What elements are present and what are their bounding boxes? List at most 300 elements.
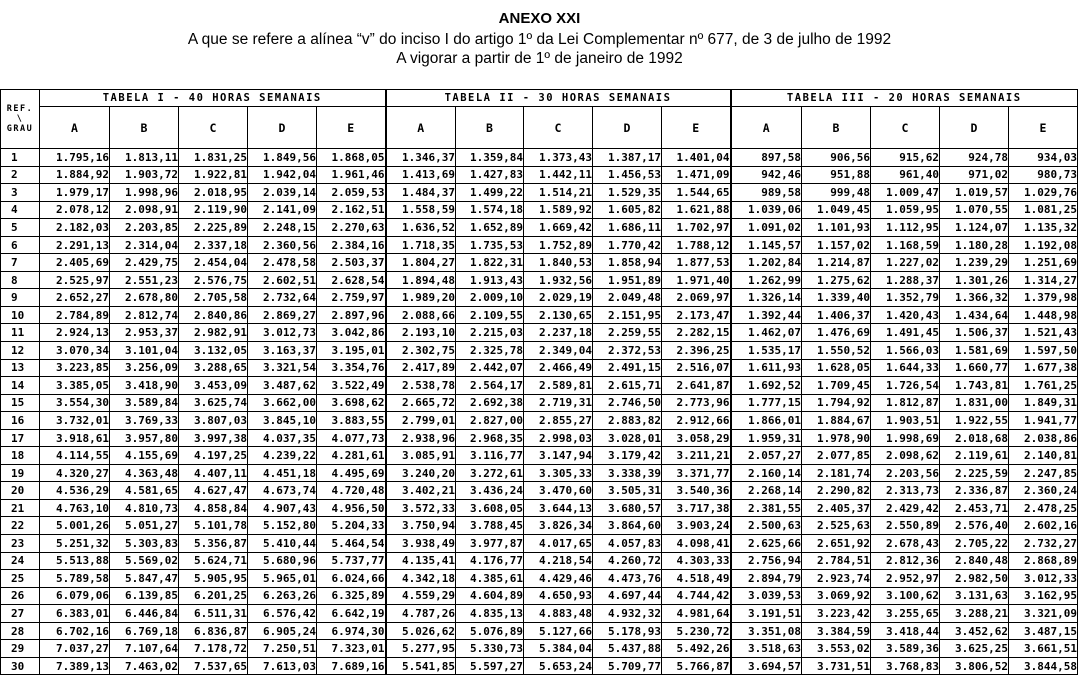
- value-cell: 2.912,66: [662, 412, 731, 430]
- value-cell: 1.628,05: [802, 359, 871, 377]
- value-cell: 2.840,48: [940, 552, 1009, 570]
- grau-cell: 6: [1, 236, 40, 254]
- value-cell: 3.116,77: [456, 447, 524, 465]
- value-cell: 3.385,05: [40, 377, 110, 395]
- value-cell: 2.173,47: [662, 306, 731, 324]
- value-cell: 2.384,16: [317, 236, 386, 254]
- value-cell: 5.001,26: [40, 517, 110, 535]
- value-cell: 2.291,13: [40, 236, 110, 254]
- value-cell: 1.550,52: [802, 342, 871, 360]
- column-header-1-a: A: [40, 107, 110, 149]
- value-cell: 2.270,63: [317, 219, 386, 237]
- value-cell: 2.429,75: [110, 254, 179, 272]
- value-cell: 2.140,81: [1009, 447, 1078, 465]
- grau-cell: 1: [1, 149, 40, 167]
- value-cell: 1.420,43: [871, 306, 940, 324]
- value-cell: 2.952,97: [871, 570, 940, 588]
- value-cell: 2.732,27: [1009, 535, 1078, 553]
- value-cell: 4.763,10: [40, 499, 110, 517]
- value-cell: 2.538,78: [386, 377, 456, 395]
- value-cell: 1.752,89: [524, 236, 593, 254]
- value-cell: 1.922,81: [179, 166, 248, 184]
- table-row: [1, 412, 1078, 430]
- value-cell: 2.923,74: [802, 570, 871, 588]
- value-cell: 1.605,82: [593, 201, 662, 219]
- value-cell: 2.628,54: [317, 271, 386, 289]
- table-row: [1, 605, 1078, 623]
- value-cell: 3.042,86: [317, 324, 386, 342]
- value-cell: 2.057,27: [731, 447, 802, 465]
- value-cell: 5.597,27: [456, 657, 524, 675]
- value-cell: 6.201,25: [179, 587, 248, 605]
- value-cell: 2.855,27: [524, 412, 593, 430]
- grau-cell: 12: [1, 342, 40, 360]
- value-cell: 2.968,35: [456, 429, 524, 447]
- value-cell: 1.326,14: [731, 289, 802, 307]
- column-header-2-b: B: [456, 107, 524, 149]
- grau-cell: 20: [1, 482, 40, 500]
- value-cell: 1.456,53: [593, 166, 662, 184]
- value-cell: 1.471,09: [662, 166, 731, 184]
- value-cell: 2.678,43: [871, 535, 940, 553]
- value-cell: 1.979,17: [40, 184, 110, 202]
- value-cell: 4.098,41: [662, 535, 731, 553]
- value-cell: 1.660,77: [940, 359, 1009, 377]
- value-cell: 1.903,51: [871, 412, 940, 430]
- grau-cell: 30: [1, 657, 40, 675]
- value-cell: 1.180,28: [940, 236, 1009, 254]
- value-cell: 1.868,05: [317, 149, 386, 167]
- ref-grau-label-line: REF.: [6, 104, 34, 114]
- value-cell: 1.521,43: [1009, 324, 1078, 342]
- value-cell: 2.109,55: [456, 306, 524, 324]
- value-cell: 1.275,62: [802, 271, 871, 289]
- value-cell: 2.119,90: [179, 201, 248, 219]
- table-row: [1, 219, 1078, 237]
- value-cell: 942,46: [731, 166, 802, 184]
- value-cell: 2.313,73: [871, 482, 940, 500]
- value-cell: 1.692,52: [731, 377, 802, 395]
- value-cell: 4.883,48: [524, 605, 593, 623]
- value-cell: 3.418,90: [110, 377, 179, 395]
- value-cell: 1.849,31: [1009, 394, 1078, 412]
- value-cell: 2.784,51: [802, 552, 871, 570]
- value-cell: 2.442,07: [456, 359, 524, 377]
- value-cell: 3.625,25: [940, 640, 1009, 658]
- value-cell: 4.473,76: [593, 570, 662, 588]
- value-cell: 4.744,42: [662, 587, 731, 605]
- value-cell: 4.239,22: [248, 447, 317, 465]
- grau-cell: 3: [1, 184, 40, 202]
- value-cell: 2.678,80: [110, 289, 179, 307]
- value-cell: 3.223,85: [40, 359, 110, 377]
- value-cell: 1.735,53: [456, 236, 524, 254]
- value-cell: 7.323,01: [317, 640, 386, 658]
- value-cell: 3.844,58: [1009, 657, 1078, 675]
- grau-cell: 22: [1, 517, 40, 535]
- table-row: [1, 377, 1078, 395]
- value-cell: 1.135,32: [1009, 219, 1078, 237]
- value-cell: 1.346,37: [386, 149, 456, 167]
- table-row: [1, 236, 1078, 254]
- value-cell: 1.849,56: [248, 149, 317, 167]
- value-cell: 4.057,83: [593, 535, 662, 553]
- value-cell: 3.162,95: [1009, 587, 1078, 605]
- value-cell: 3.012,33: [1009, 570, 1078, 588]
- value-cell: 3.101,04: [110, 342, 179, 360]
- ref-grau-label-line: GRAU: [6, 124, 34, 134]
- value-cell: 1.506,37: [940, 324, 1009, 342]
- group-header-tabela-iii: TABELA III - 20 HORAS SEMANAIS: [731, 90, 1078, 107]
- value-cell: 4.858,84: [179, 499, 248, 517]
- value-cell: 2.615,71: [593, 377, 662, 395]
- value-cell: 2.652,27: [40, 289, 110, 307]
- grau-cell: 14: [1, 377, 40, 395]
- value-cell: 2.417,89: [386, 359, 456, 377]
- value-cell: 1.788,12: [662, 236, 731, 254]
- column-header-2-d: D: [593, 107, 662, 149]
- table-body: [1, 149, 1078, 675]
- value-cell: 3.256,09: [110, 359, 179, 377]
- value-cell: 2.812,36: [871, 552, 940, 570]
- grau-cell: 21: [1, 499, 40, 517]
- value-cell: 2.651,92: [802, 535, 871, 553]
- value-cell: 5.230,72: [662, 622, 731, 640]
- value-cell: 3.211,21: [662, 447, 731, 465]
- value-cell: 5.737,77: [317, 552, 386, 570]
- value-cell: 2.998,03: [524, 429, 593, 447]
- value-cell: 3.085,91: [386, 447, 456, 465]
- value-cell: 6.702,16: [40, 622, 110, 640]
- value-cell: 2.576,75: [179, 271, 248, 289]
- value-cell: 924,78: [940, 149, 1009, 167]
- value-cell: 7.389,13: [40, 657, 110, 675]
- group-header-tabela-i: TABELA I - 40 HORAS SEMANAIS: [40, 90, 386, 107]
- value-cell: 1.029,76: [1009, 184, 1078, 202]
- group-header-tabela-ii: TABELA II - 30 HORAS SEMANAIS: [386, 90, 731, 107]
- value-cell: 1.877,53: [662, 254, 731, 272]
- value-cell: 915,62: [871, 149, 940, 167]
- value-cell: 934,03: [1009, 149, 1078, 167]
- value-cell: 6.769,18: [110, 622, 179, 640]
- value-cell: 1.959,31: [731, 429, 802, 447]
- value-cell: 1.352,79: [871, 289, 940, 307]
- column-header-1-c: C: [179, 107, 248, 149]
- value-cell: 2.018,95: [179, 184, 248, 202]
- value-cell: 3.540,36: [662, 482, 731, 500]
- value-cell: 2.247,85: [1009, 464, 1078, 482]
- value-cell: 2.705,22: [940, 535, 1009, 553]
- value-cell: 7.537,65: [179, 657, 248, 675]
- value-cell: 3.131,63: [940, 587, 1009, 605]
- value-cell: 3.505,31: [593, 482, 662, 500]
- value-cell: 2.454,04: [179, 254, 248, 272]
- column-header-1-d: D: [248, 107, 317, 149]
- value-cell: 2.869,27: [248, 306, 317, 324]
- effective-date-line: A vigorar a partir de 1º de janeiro de 1992: [396, 50, 683, 67]
- value-cell: 4.017,65: [524, 535, 593, 553]
- value-cell: 1.611,93: [731, 359, 802, 377]
- value-cell: 1.743,81: [940, 377, 1009, 395]
- value-cell: 2.160,14: [731, 464, 802, 482]
- value-cell: 1.812,87: [871, 394, 940, 412]
- value-cell: 3.680,57: [593, 499, 662, 517]
- value-cell: 1.558,59: [386, 201, 456, 219]
- value-cell: 4.932,32: [593, 605, 662, 623]
- value-cell: 1.903,72: [110, 166, 179, 184]
- value-cell: 1.574,18: [456, 201, 524, 219]
- value-cell: 2.069,97: [662, 289, 731, 307]
- value-cell: 1.644,33: [871, 359, 940, 377]
- value-cell: 1.366,32: [940, 289, 1009, 307]
- value-cell: 961,40: [871, 166, 940, 184]
- table-row: [1, 535, 1078, 553]
- grau-cell: 4: [1, 201, 40, 219]
- grau-cell: 10: [1, 306, 40, 324]
- value-cell: 3.731,51: [802, 657, 871, 675]
- value-cell: 5.541,85: [386, 657, 456, 675]
- value-cell: 1.884,92: [40, 166, 110, 184]
- value-cell: 3.321,09: [1009, 605, 1078, 623]
- table-group-header-row: [1, 90, 1078, 107]
- value-cell: 3.694,57: [731, 657, 802, 675]
- value-cell: 5.653,24: [524, 657, 593, 675]
- value-cell: 5.965,01: [248, 570, 317, 588]
- column-header-3-e: E: [1009, 107, 1078, 149]
- value-cell: 1.434,64: [940, 306, 1009, 324]
- value-cell: 3.453,09: [179, 377, 248, 395]
- value-cell: 2.396,25: [662, 342, 731, 360]
- grau-cell: 19: [1, 464, 40, 482]
- value-cell: 6.576,42: [248, 605, 317, 623]
- value-cell: 2.982,50: [940, 570, 1009, 588]
- value-cell: 951,88: [802, 166, 871, 184]
- value-cell: 3.338,39: [593, 464, 662, 482]
- value-cell: 2.500,63: [731, 517, 802, 535]
- value-cell: 5.569,02: [110, 552, 179, 570]
- value-cell: 2.665,72: [386, 394, 456, 412]
- table-row: [1, 394, 1078, 412]
- grau-cell: 24: [1, 552, 40, 570]
- value-cell: 2.049,48: [593, 289, 662, 307]
- grau-cell: 18: [1, 447, 40, 465]
- page-title: ANEXO XXI: [498, 10, 581, 27]
- value-cell: 4.981,64: [662, 605, 731, 623]
- value-cell: 2.405,37: [802, 499, 871, 517]
- value-cell: 2.840,86: [179, 306, 248, 324]
- value-cell: 3.487,15: [1009, 622, 1078, 640]
- value-cell: 2.453,71: [940, 499, 1009, 517]
- column-header-3-b: B: [802, 107, 871, 149]
- value-cell: 4.627,47: [179, 482, 248, 500]
- value-cell: 2.203,56: [871, 464, 940, 482]
- value-cell: 3.717,38: [662, 499, 731, 517]
- value-cell: 1.484,37: [386, 184, 456, 202]
- value-cell: 3.069,92: [802, 587, 871, 605]
- value-cell: 5.026,62: [386, 622, 456, 640]
- value-cell: 3.826,34: [524, 517, 593, 535]
- value-cell: 2.602,51: [248, 271, 317, 289]
- value-cell: 1.913,43: [456, 271, 524, 289]
- value-cell: 2.098,62: [871, 447, 940, 465]
- value-cell: 5.513,88: [40, 552, 110, 570]
- value-cell: 1.373,43: [524, 149, 593, 167]
- value-cell: 5.709,77: [593, 657, 662, 675]
- value-cell: 1.157,02: [802, 236, 871, 254]
- value-cell: 1.009,47: [871, 184, 940, 202]
- value-cell: 4.077,73: [317, 429, 386, 447]
- value-cell: 4.907,43: [248, 499, 317, 517]
- page-subtitle: A que se refere a alínea “v” do inciso I do artigo 1º da Lei Complementar nº 677, de 3 de julho de 1992: [187, 31, 892, 48]
- value-cell: 1.514,21: [524, 184, 593, 202]
- value-cell: 2.746,50: [593, 394, 662, 412]
- value-cell: 1.070,55: [940, 201, 1009, 219]
- value-cell: 1.951,89: [593, 271, 662, 289]
- value-cell: 3.589,36: [871, 640, 940, 658]
- value-cell: 3.223,42: [802, 605, 871, 623]
- value-cell: 5.624,71: [179, 552, 248, 570]
- value-cell: 2.182,03: [40, 219, 110, 237]
- value-cell: 2.248,15: [248, 219, 317, 237]
- value-cell: 2.225,59: [940, 464, 1009, 482]
- value-cell: 2.692,38: [456, 394, 524, 412]
- value-cell: 1.597,50: [1009, 342, 1078, 360]
- value-cell: 2.589,81: [524, 377, 593, 395]
- value-cell: 1.813,11: [110, 149, 179, 167]
- value-cell: 2.602,16: [1009, 517, 1078, 535]
- value-cell: 1.978,90: [802, 429, 871, 447]
- value-cell: 3.100,62: [871, 587, 940, 605]
- value-cell: 3.644,13: [524, 499, 593, 517]
- value-cell: 1.124,07: [940, 219, 1009, 237]
- value-cell: 7.178,72: [179, 640, 248, 658]
- value-cell: 2.883,82: [593, 412, 662, 430]
- value-cell: 4.451,18: [248, 464, 317, 482]
- value-cell: 2.756,94: [731, 552, 802, 570]
- table-row: [1, 464, 1078, 482]
- value-cell: 2.625,66: [731, 535, 802, 553]
- value-cell: 3.732,01: [40, 412, 110, 430]
- value-cell: 2.732,64: [248, 289, 317, 307]
- value-cell: 1.866,01: [731, 412, 802, 430]
- table-row: [1, 359, 1078, 377]
- value-cell: 2.259,55: [593, 324, 662, 342]
- table-row: [1, 201, 1078, 219]
- value-cell: 2.018,68: [940, 429, 1009, 447]
- column-header-2-e: E: [662, 107, 731, 149]
- grau-cell: 5: [1, 219, 40, 237]
- value-cell: 3.997,38: [179, 429, 248, 447]
- value-cell: 7.463,02: [110, 657, 179, 675]
- value-cell: 5.277,95: [386, 640, 456, 658]
- value-cell: 3.351,08: [731, 622, 802, 640]
- value-cell: 4.114,55: [40, 447, 110, 465]
- value-cell: 4.835,13: [456, 605, 524, 623]
- table-row: [1, 254, 1078, 272]
- value-cell: 3.883,55: [317, 412, 386, 430]
- value-cell: 2.162,51: [317, 201, 386, 219]
- value-cell: 2.812,74: [110, 306, 179, 324]
- grau-cell: 17: [1, 429, 40, 447]
- value-cell: 4.281,61: [317, 447, 386, 465]
- value-cell: 3.750,94: [386, 517, 456, 535]
- value-cell: 4.407,11: [179, 464, 248, 482]
- value-cell: 1.777,15: [731, 394, 802, 412]
- value-cell: 2.381,55: [731, 499, 802, 517]
- table-row: [1, 447, 1078, 465]
- value-cell: 4.260,72: [593, 552, 662, 570]
- value-cell: 4.197,25: [179, 447, 248, 465]
- value-cell: 5.847,47: [110, 570, 179, 588]
- column-header-1-b: B: [110, 107, 179, 149]
- value-cell: 1.112,95: [871, 219, 940, 237]
- value-cell: 980,73: [1009, 166, 1078, 184]
- value-cell: 7.689,16: [317, 657, 386, 675]
- value-cell: 2.203,85: [110, 219, 179, 237]
- grau-cell: 25: [1, 570, 40, 588]
- value-cell: 1.621,88: [662, 201, 731, 219]
- value-cell: 1.998,96: [110, 184, 179, 202]
- value-cell: 1.059,95: [871, 201, 940, 219]
- value-cell: 3.321,54: [248, 359, 317, 377]
- value-cell: 2.564,17: [456, 377, 524, 395]
- value-cell: 5.789,58: [40, 570, 110, 588]
- table-row: [1, 517, 1078, 535]
- value-cell: 1.392,44: [731, 306, 802, 324]
- value-cell: 2.181,74: [802, 464, 871, 482]
- value-cell: 3.371,77: [662, 464, 731, 482]
- value-cell: 1.998,69: [871, 429, 940, 447]
- grau-cell: 15: [1, 394, 40, 412]
- table-column-header-row: [1, 107, 1078, 149]
- value-cell: 3.163,37: [248, 342, 317, 360]
- value-cell: 906,56: [802, 149, 871, 167]
- value-cell: 3.255,65: [871, 605, 940, 623]
- value-cell: 1.941,77: [1009, 412, 1078, 430]
- table-row: [1, 499, 1078, 517]
- table-row: [1, 587, 1078, 605]
- value-cell: 5.492,26: [662, 640, 731, 658]
- value-cell: 7.250,51: [248, 640, 317, 658]
- value-cell: 2.141,09: [248, 201, 317, 219]
- value-cell: 3.625,74: [179, 394, 248, 412]
- value-cell: 4.697,44: [593, 587, 662, 605]
- value-cell: 1.406,37: [802, 306, 871, 324]
- value-cell: 1.831,00: [940, 394, 1009, 412]
- value-cell: 2.372,53: [593, 342, 662, 360]
- value-cell: 4.303,33: [662, 552, 731, 570]
- value-cell: 1.544,65: [662, 184, 731, 202]
- table-row: [1, 306, 1078, 324]
- value-cell: 2.098,91: [110, 201, 179, 219]
- value-cell: 2.130,65: [524, 306, 593, 324]
- value-cell: 3.272,61: [456, 464, 524, 482]
- value-cell: 3.470,60: [524, 482, 593, 500]
- value-cell: 2.641,87: [662, 377, 731, 395]
- value-cell: 1.566,03: [871, 342, 940, 360]
- value-cell: 2.550,89: [871, 517, 940, 535]
- value-cell: 3.662,00: [248, 394, 317, 412]
- value-cell: 4.135,41: [386, 552, 456, 570]
- value-cell: 6.905,24: [248, 622, 317, 640]
- value-cell: 2.982,91: [179, 324, 248, 342]
- value-cell: 1.726,54: [871, 377, 940, 395]
- grau-cell: 8: [1, 271, 40, 289]
- value-cell: 1.251,69: [1009, 254, 1078, 272]
- value-cell: 3.288,65: [179, 359, 248, 377]
- value-cell: 1.858,94: [593, 254, 662, 272]
- value-cell: 3.769,33: [110, 412, 179, 430]
